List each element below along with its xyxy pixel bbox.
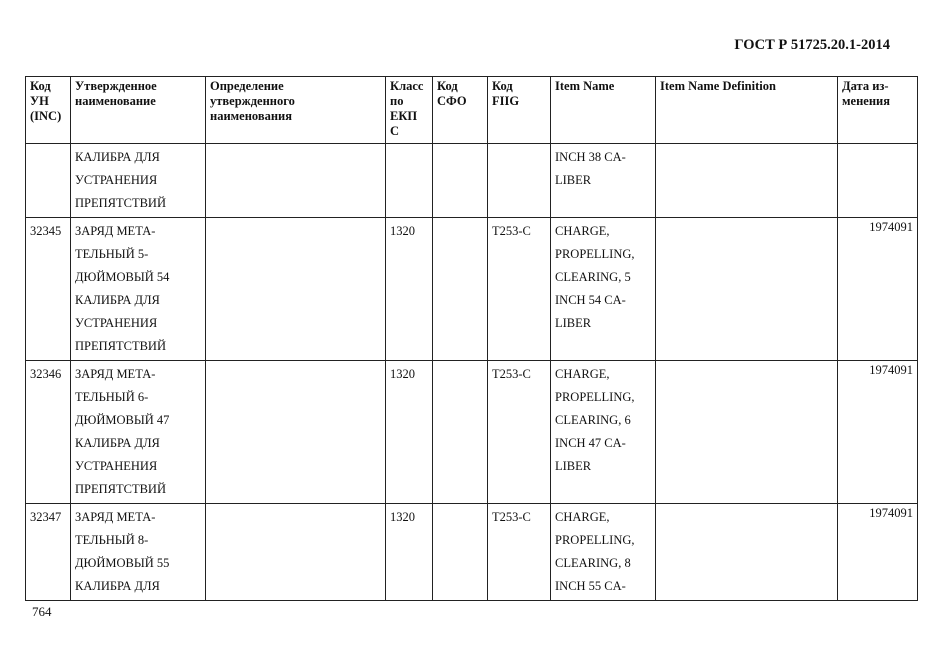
col-header-class: Класс по ЕКП С (386, 77, 433, 144)
cell-item-name: CHARGE, PROPELLING, CLEARING, 8 INCH 55 CA- (551, 504, 656, 601)
cell-item-name-definition (656, 361, 838, 504)
cell-approved-name: ЗАРЯД МЕТА- ТЕЛЬНЫЙ 6- ДЮЙМОВЫЙ 47 КАЛИБРА ДЛЯ УСТРАНЕНИЯ ПРЕПЯТСТВИЙ (71, 361, 206, 504)
cell-change-date: 1974091 (838, 218, 918, 361)
col-header-sfo: Код СФО (433, 77, 488, 144)
cell-approved-name: ЗАРЯД МЕТА- ТЕЛЬНЫЙ 8- ДЮЙМОВЫЙ 55 КАЛИБРА ДЛЯ (71, 504, 206, 601)
cell-sfo (433, 144, 488, 218)
cell-class: 1320 (386, 504, 433, 601)
cell-change-date: 1974091 (838, 504, 918, 601)
cell-name-definition (206, 218, 386, 361)
cell-inc: 32346 (26, 361, 71, 504)
col-header-fiig: Код FIIG (488, 77, 551, 144)
cell-item-name: CHARGE, PROPELLING, CLEARING, 5 INCH 54 CA- LIBER (551, 218, 656, 361)
col-header-item-name-definition: Item Name Definition (656, 77, 838, 144)
cell-name-definition (206, 504, 386, 601)
cell-change-date: 1974091 (838, 361, 918, 504)
nomenclature-table (25, 76, 918, 601)
col-header-inc: Код УН (INC) (26, 77, 71, 144)
cell-fiig: T253-C (488, 218, 551, 361)
page-number: 764 (32, 604, 52, 619)
col-header-name-definition: Определение утвержденного наименования (206, 77, 386, 144)
cell-approved-name: ЗАРЯД МЕТА- ТЕЛЬНЫЙ 5- ДЮЙМОВЫЙ 54 КАЛИБРА ДЛЯ УСТРАНЕНИЯ ПРЕПЯТСТВИЙ (71, 218, 206, 361)
table-row (26, 361, 918, 504)
cell-sfo (433, 218, 488, 361)
cell-change-date (838, 144, 918, 218)
cell-fiig (488, 144, 551, 218)
cell-sfo (433, 361, 488, 504)
cell-sfo (433, 504, 488, 601)
cell-item-name-definition (656, 144, 838, 218)
table-row (26, 218, 918, 361)
cell-inc: 32347 (26, 504, 71, 601)
cell-item-name-definition (656, 218, 838, 361)
cell-class: 1320 (386, 218, 433, 361)
cell-class (386, 144, 433, 218)
cell-item-name: CHARGE, PROPELLING, CLEARING, 6 INCH 47 CA- LIBER (551, 361, 656, 504)
cell-item-name: INCH 38 CA- LIBER (551, 144, 656, 218)
cell-approved-name: КАЛИБРА ДЛЯ УСТРАНЕНИЯ ПРЕПЯТСТВИЙ (71, 144, 206, 218)
cell-name-definition (206, 361, 386, 504)
col-header-item-name: Item Name (551, 77, 656, 144)
cell-item-name-definition (656, 504, 838, 601)
col-header-approved-name: Утвержденное наименование (71, 77, 206, 144)
cell-name-definition (206, 144, 386, 218)
cell-class: 1320 (386, 361, 433, 504)
col-header-change-date: Дата из- менения (838, 77, 918, 144)
document-code: ГОСТ Р 51725.20.1-2014 (734, 37, 890, 53)
header-row (26, 77, 918, 144)
cell-fiig: T253-C (488, 504, 551, 601)
cell-inc: 32345 (26, 218, 71, 361)
cell-fiig: T253-C (488, 361, 551, 504)
table-row (26, 144, 918, 218)
table-row (26, 504, 918, 601)
cell-inc (26, 144, 71, 218)
